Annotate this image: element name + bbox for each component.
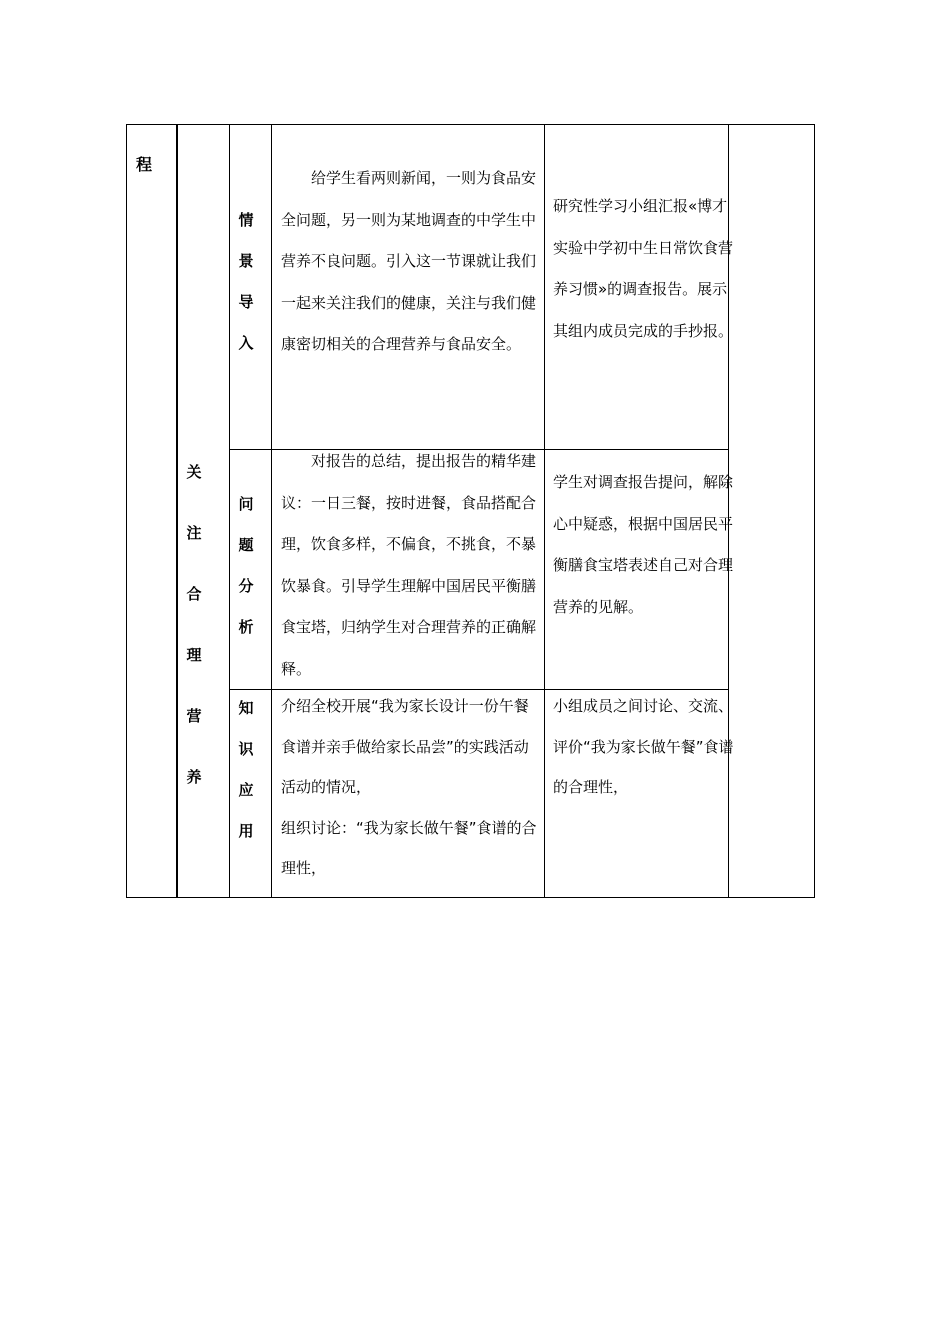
student-activity-intro: 研究性学习小组汇报«博才实验中学初中生日常饮食营养习惯»的调查报告。展示其组内成员完成的手抄报。: [553, 197, 734, 340]
teacher-activity-application: [281, 686, 537, 889]
step-label-analysis: 问题分析: [238, 495, 254, 636]
teacher-activity-text: 对报告的总结，提出报告的精华建议：一日三餐，按时进餐，食品搭配合理，饮食多样，不偏食，不挑食，不暴饮暴食。引导学生理解中国居民平衡膳食宝塔，归纳学生对合理营养的正确解释。: [281, 452, 537, 678]
teacher-activity-text: 给学生看两则新闻，一则为食品安全问题，另一则为某地调查的中学生中营养不良问题。引入这一节课就让我们一起来关注我们的健康，关注与我们健康密切相关的合理营养与食品安全。: [281, 169, 537, 353]
topic-label: 关注合理营养: [186, 463, 202, 786]
stage-label: 程: [135, 155, 152, 174]
step-label-application: 知识应用: [238, 699, 254, 840]
teacher-activity-intro: [281, 158, 537, 366]
student-activity-application: 小组成员之间讨论、交流、评价“我为家长做午餐”食谱的合理性，: [553, 697, 734, 796]
teacher-activity-text: 组织讨论：“我为家长做午餐”食谱的合理性，: [281, 818, 537, 877]
teacher-activity-text: 介绍全校开展“我为家长设计一份午餐食谱并亲手做给家长品尝”的实践活动活动的情况，: [281, 697, 529, 796]
teacher-activity-analysis: [281, 441, 537, 690]
step-label-intro: 情景导入: [238, 211, 254, 352]
student-activity-analysis: 学生对调查报告提问，解除心中疑惑，根据中国居民平衡膳食宝塔表述自己对合理营养的见解。: [553, 473, 734, 616]
